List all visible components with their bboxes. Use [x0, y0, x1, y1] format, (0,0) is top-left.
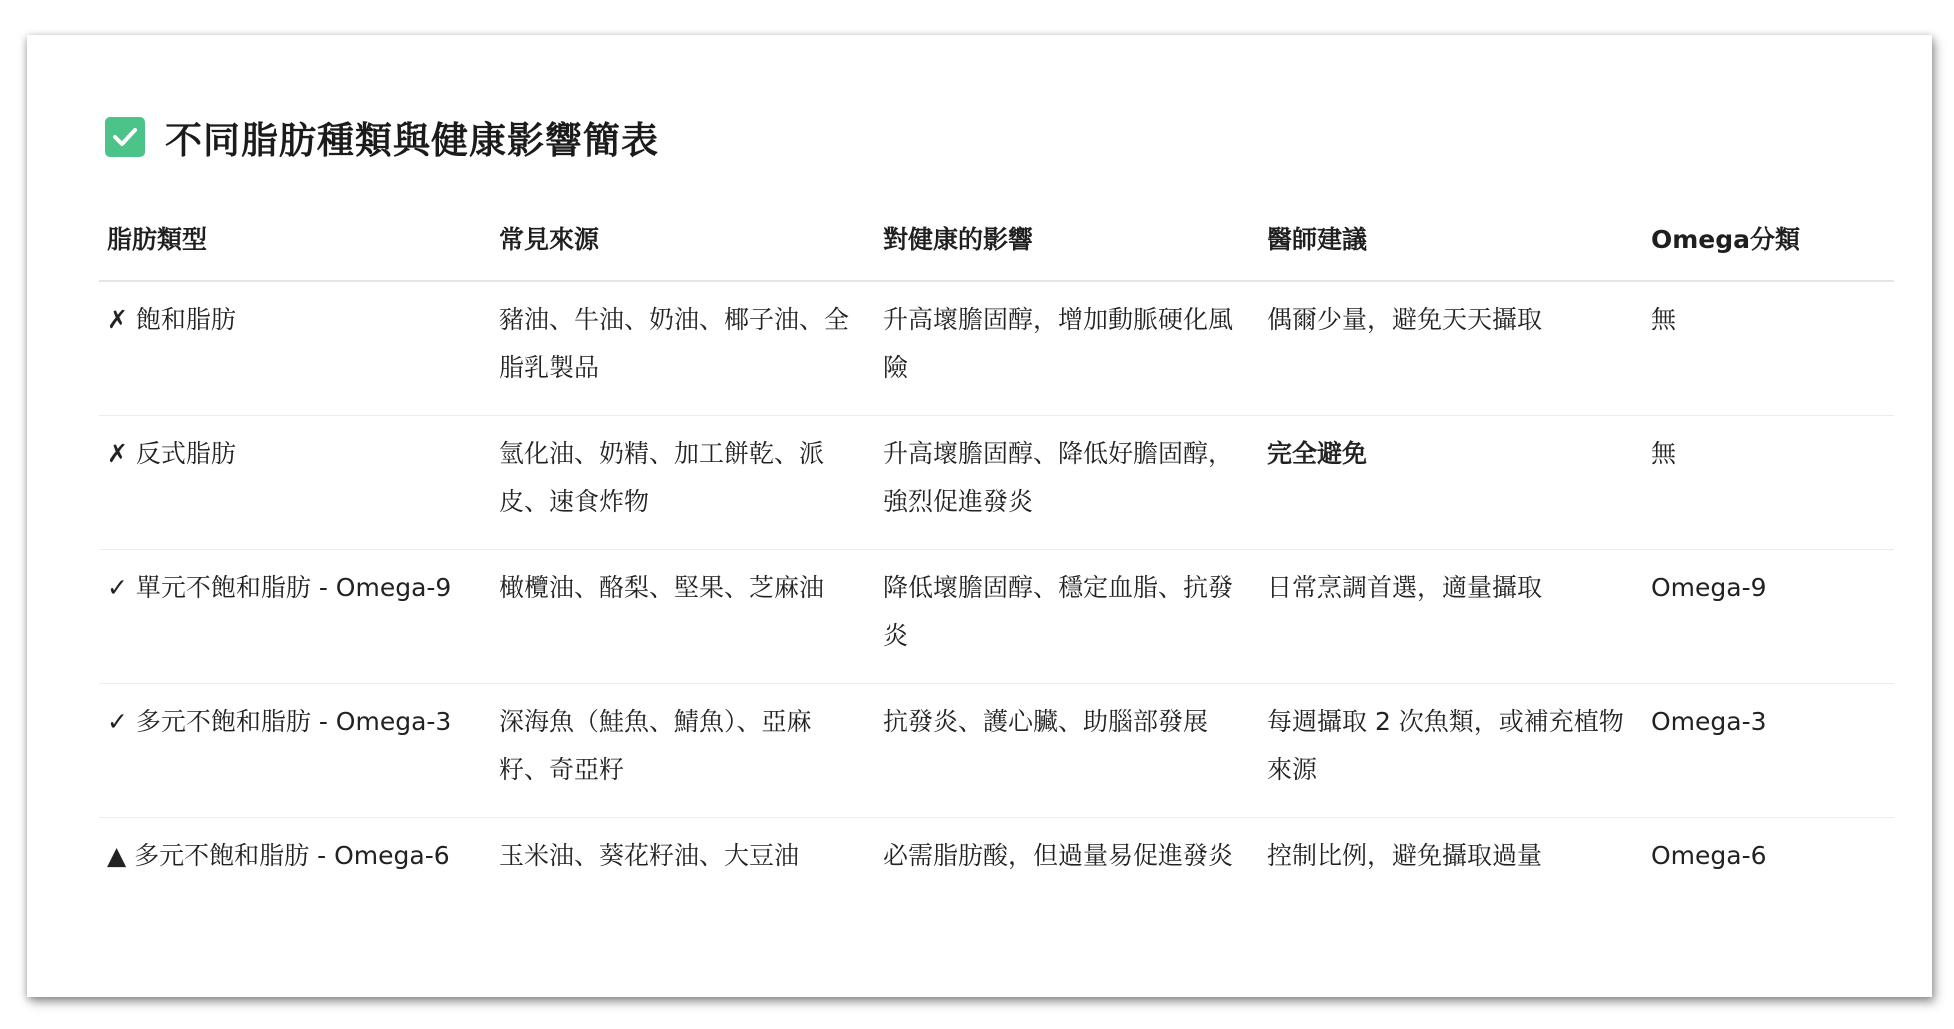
cell-sources: 玉米油、葵花籽油、大豆油 — [499, 841, 800, 870]
cell-omega-class: Omega-9 — [1643, 550, 1894, 684]
cell-omega-class: 無 — [1643, 281, 1894, 416]
table-row — [99, 281, 1894, 416]
cell-fat-type: ✗ 飽和脂肪 — [99, 281, 491, 416]
table-row — [99, 416, 1894, 550]
cell-omega-class: Omega-6 — [1651, 841, 1767, 870]
cell-sources: 橄欖油、酪梨、堅果、芝麻油 — [491, 550, 875, 684]
cell-health-effect: 升高壞膽固醇、降低好膽固醇，強烈促進發炎 — [875, 416, 1259, 550]
cell-fat-type: ✓ 多元不飽和脂肪 - Omega-3 — [99, 684, 491, 818]
cell-doctor-advice: 偶爾少量，避免天天攝取 — [1259, 281, 1643, 416]
cell-sources: 深海魚（鮭魚、鯖魚）、亞麻籽、奇亞籽 — [491, 684, 875, 818]
cell-sources: 氫化油、奶精、加工餅乾、派皮、速食炸物 — [491, 416, 875, 550]
cell-doctor-advice: 完全避免 — [1259, 416, 1643, 550]
header-fat-type: 脂肪類型 — [99, 195, 491, 281]
content-card — [27, 35, 1932, 997]
page-title: 不同脂肪種類與健康影響簡表 — [165, 119, 659, 162]
cell-omega-class: Omega-3 — [1643, 684, 1894, 818]
cell-doctor-advice: 日常烹調首選，適量攝取 — [1259, 550, 1643, 684]
check-box-icon — [105, 117, 145, 157]
cell-health-effect: 必需脂肪酸，但過量易促進發炎 — [883, 841, 1234, 870]
header-omega-class: Omega分類 — [1643, 195, 1894, 281]
table-header-row — [99, 195, 1894, 281]
cell-health-effect: 升高壞膽固醇，增加動脈硬化風險 — [875, 281, 1259, 416]
cell-fat-type: ✓ 單元不飽和脂肪 - Omega-9 — [99, 550, 491, 684]
cell-health-effect: 抗發炎、護心臟、助腦部發展 — [875, 684, 1259, 818]
table-row — [99, 818, 1894, 904]
fat-comparison-table — [99, 195, 1894, 903]
table-row — [99, 684, 1894, 818]
cell-sources: 豬油、牛油、奶油、椰子油、全脂乳製品 — [491, 281, 875, 416]
header-health-effect: 對健康的影響 — [875, 195, 1259, 281]
cell-fat-type: ▲ 多元不飽和脂肪 - Omega-6 — [107, 841, 450, 870]
header-sources: 常見來源 — [491, 195, 875, 281]
cell-health-effect: 降低壞膽固醇、穩定血脂、抗發炎 — [875, 550, 1259, 684]
title-row — [105, 107, 659, 167]
header-doctor-advice: 醫師建議 — [1259, 195, 1643, 281]
table-row — [99, 550, 1894, 684]
cell-doctor-advice: 每週攝取 2 次魚類，或補充植物來源 — [1259, 684, 1643, 818]
cell-omega-class: 無 — [1643, 416, 1894, 550]
cell-fat-type: ✗ 反式脂肪 — [99, 416, 491, 550]
cell-doctor-advice: 控制比例，避免攝取過量 — [1267, 841, 1543, 870]
